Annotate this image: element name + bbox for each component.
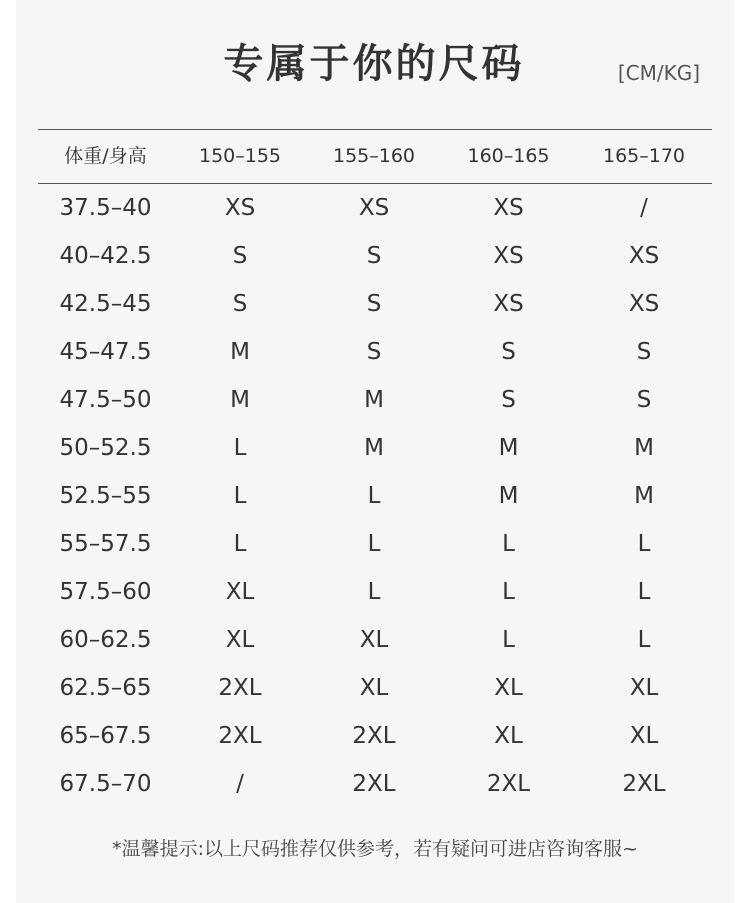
weight-range-cell: 40–42.5 [59, 243, 152, 269]
size-cell: XS [224, 195, 256, 221]
size-cell: XL [359, 627, 389, 653]
size-cell: XS [493, 243, 524, 269]
size-cell: L [502, 627, 515, 653]
size-cell: S [366, 291, 382, 317]
size-cell: L [637, 627, 651, 653]
size-cell: L [367, 579, 381, 605]
table-row [38, 328, 712, 376]
size-cell: M [634, 483, 654, 509]
size-cell: S [501, 339, 516, 365]
size-cell: XS [358, 195, 390, 221]
size-cell: S [501, 387, 516, 413]
size-cell: L [367, 483, 381, 509]
table-row [38, 664, 712, 712]
size-cell: S [232, 291, 248, 317]
size-cell: L [637, 579, 651, 605]
size-cell: L [637, 531, 651, 557]
size-cell: XL [629, 723, 659, 749]
size-cell: L [233, 435, 247, 461]
size-cell: 2XL [352, 723, 396, 749]
size-cell: S [232, 243, 248, 269]
size-cell: XL [225, 579, 255, 605]
header-cell-height-150-155: 150–155 [198, 145, 282, 167]
size-cell: XL [494, 675, 523, 701]
weight-range-cell: 52.5–55 [59, 483, 152, 509]
weight-range-cell: 50–52.5 [59, 435, 152, 461]
header-cell-height-165-170: 165–170 [602, 145, 686, 167]
weight-range-cell: 47.5–50 [59, 387, 152, 413]
size-cell: S [366, 243, 382, 269]
header-cell-weight-height: 体重/身高 [64, 145, 147, 167]
size-cell: XS [493, 195, 524, 221]
table-row [38, 280, 712, 328]
size-cell: M [230, 387, 250, 413]
table-row [38, 568, 712, 616]
size-cell: M [364, 387, 384, 413]
weight-range-cell: 67.5–70 [59, 771, 152, 797]
footnote: *温馨提示:以上尺码推荐仅供参考，若有疑问可进店咨询客服~ [112, 838, 638, 860]
table-row [38, 184, 712, 232]
size-cell: M [364, 435, 384, 461]
size-cell: S [636, 387, 652, 413]
size-cell: M [230, 339, 250, 365]
size-cell: XS [628, 243, 660, 269]
weight-range-cell: 57.5–60 [59, 579, 152, 605]
size-cell: S [636, 339, 652, 365]
size-cell: / [640, 195, 648, 221]
size-cell: / [236, 771, 244, 797]
header-cell-height-155-160: 155–160 [332, 145, 416, 167]
table-row [38, 760, 712, 808]
size-cell: 2XL [218, 723, 262, 749]
size-cell: XL [629, 675, 659, 701]
size-cell: XS [493, 291, 524, 317]
size-cell: 2XL [622, 771, 666, 797]
table-row [38, 520, 712, 568]
size-cell: S [366, 339, 382, 365]
size-cell: XL [225, 627, 255, 653]
size-cell: XL [494, 723, 523, 749]
size-cell: 2XL [218, 675, 262, 701]
weight-range-cell: 37.5–40 [59, 195, 152, 221]
size-cell: XS [628, 291, 660, 317]
table-row [38, 712, 712, 760]
size-cell: L [367, 531, 381, 557]
size-cell: L [233, 483, 247, 509]
table-header-row [38, 130, 712, 183]
size-cell: L [502, 531, 515, 557]
table-row [38, 376, 712, 424]
size-cell: 2XL [486, 771, 531, 797]
table-row [38, 424, 712, 472]
size-cell: M [634, 435, 654, 461]
size-cell: M [498, 483, 519, 509]
unit-label: [CM/KG] [617, 61, 700, 85]
size-cell: M [498, 435, 519, 461]
size-cell: L [502, 579, 515, 605]
table-body [38, 184, 712, 808]
size-cell: 2XL [352, 771, 396, 797]
weight-range-cell: 62.5–65 [59, 675, 152, 701]
table-row [38, 232, 712, 280]
table-row [38, 472, 712, 520]
weight-range-cell: 60–62.5 [59, 627, 152, 653]
header-cell-height-160-165: 160–165 [467, 145, 550, 167]
size-cell: L [233, 531, 247, 557]
weight-range-cell: 45–47.5 [59, 339, 152, 365]
table-row [38, 616, 712, 664]
page-title: 专属于你的尺码 [223, 41, 525, 87]
weight-range-cell: 65–67.5 [59, 723, 152, 749]
weight-range-cell: 42.5–45 [59, 291, 152, 317]
size-cell: XL [359, 675, 389, 701]
weight-range-cell: 55–57.5 [59, 531, 152, 557]
